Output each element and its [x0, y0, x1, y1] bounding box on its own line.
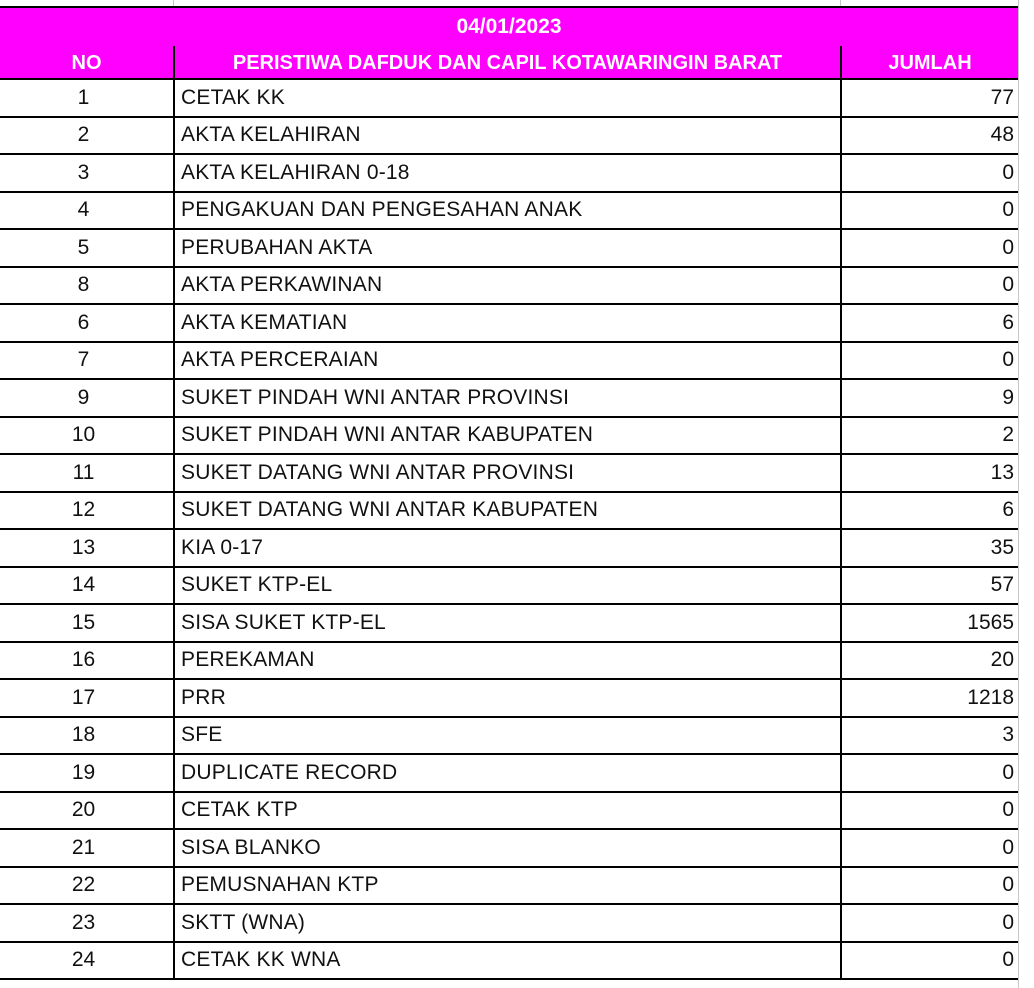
- table-row: [0, 455, 1018, 493]
- total-cell[interactable]: 1565: [840, 605, 1018, 641]
- table-row: [0, 680, 1018, 718]
- event-name-cell[interactable]: SUKET DATANG WNI ANTAR PROVINSI: [173, 455, 840, 491]
- total-cell[interactable]: 9: [840, 380, 1018, 416]
- total-cell[interactable]: 1218: [840, 680, 1018, 716]
- table-row: [0, 605, 1018, 643]
- table-row: [0, 268, 1018, 306]
- total-cell[interactable]: 77: [840, 80, 1018, 116]
- row-number-cell[interactable]: 23: [71, 910, 96, 934]
- table-row: [0, 643, 1018, 681]
- row-number-cell[interactable]: 12: [71, 498, 96, 522]
- row-number-cell[interactable]: 22: [71, 873, 96, 897]
- event-name-cell[interactable]: AKTA KEMATIAN: [173, 305, 840, 341]
- event-name-cell[interactable]: CETAK KTP: [173, 793, 840, 829]
- row-number-cell[interactable]: 8: [77, 273, 90, 297]
- table-row: [0, 80, 1018, 118]
- table-row: [0, 155, 1018, 193]
- row-number-cell[interactable]: 6: [77, 310, 90, 334]
- header-event-cell[interactable]: PERISTIWA DAFDUK DAN CAPIL KOTAWARINGIN BARAT: [173, 46, 840, 80]
- event-name-cell[interactable]: AKTA KELAHIRAN: [173, 118, 840, 154]
- total-cell[interactable]: 0: [840, 943, 1018, 979]
- header-no-cell[interactable]: NO: [71, 51, 102, 74]
- date-cell[interactable]: 04/01/2023: [456, 15, 562, 38]
- table-row: [0, 568, 1018, 606]
- event-name-cell[interactable]: SUKET PINDAH WNI ANTAR PROVINSI: [173, 380, 840, 416]
- row-number-cell[interactable]: 18: [71, 723, 96, 747]
- total-cell[interactable]: 0: [840, 343, 1018, 379]
- event-name-cell[interactable]: SKTT (WNA): [173, 905, 840, 941]
- header-total-cell[interactable]: JUMLAH: [840, 46, 1018, 80]
- total-cell[interactable]: 35: [840, 530, 1018, 566]
- event-name-cell[interactable]: PENGAKUAN DAN PENGESAHAN ANAK: [173, 193, 840, 229]
- total-cell[interactable]: 20: [840, 643, 1018, 679]
- row-number-cell[interactable]: 16: [71, 648, 96, 672]
- event-name-cell[interactable]: DUPLICATE RECORD: [173, 755, 840, 791]
- event-name-cell[interactable]: AKTA KELAHIRAN 0-18: [173, 155, 840, 191]
- table-row: [0, 830, 1018, 868]
- row-number-cell[interactable]: 5: [77, 235, 90, 259]
- table-row: [0, 868, 1018, 906]
- total-cell[interactable]: 0: [840, 755, 1018, 791]
- total-cell[interactable]: 0: [840, 868, 1018, 904]
- row-number-cell[interactable]: 21: [71, 835, 96, 859]
- row-number-cell[interactable]: 24: [71, 948, 96, 972]
- table-row: [0, 230, 1018, 268]
- table-row: [0, 905, 1018, 943]
- table-row: [0, 305, 1018, 343]
- table-body: [0, 80, 1018, 980]
- table-row: [0, 530, 1018, 568]
- table-row: [0, 755, 1018, 793]
- row-number-cell[interactable]: 17: [71, 685, 96, 709]
- row-number-cell[interactable]: 1: [77, 85, 90, 109]
- event-name-cell[interactable]: SISA SUKET KTP-EL: [173, 605, 840, 641]
- event-name-cell[interactable]: PEMUSNAHAN KTP: [173, 868, 840, 904]
- event-name-cell[interactable]: KIA 0-17: [173, 530, 840, 566]
- total-cell[interactable]: 0: [840, 155, 1018, 191]
- row-number-cell[interactable]: 3: [77, 160, 90, 184]
- row-number-cell[interactable]: 15: [71, 610, 96, 634]
- total-cell[interactable]: 0: [840, 793, 1018, 829]
- table-row: [0, 493, 1018, 531]
- total-cell[interactable]: 0: [840, 230, 1018, 266]
- total-cell[interactable]: 0: [840, 193, 1018, 229]
- event-name-cell[interactable]: PRR: [173, 680, 840, 716]
- gridline-strip-bottom: [0, 980, 1018, 988]
- event-name-cell[interactable]: SUKET DATANG WNI ANTAR KABUPATEN: [173, 493, 840, 529]
- total-cell[interactable]: 48: [840, 118, 1018, 154]
- event-name-cell[interactable]: SUKET KTP-EL: [173, 568, 840, 604]
- event-name-cell[interactable]: PERUBAHAN AKTA: [173, 230, 840, 266]
- event-name-cell[interactable]: SUKET PINDAH WNI ANTAR KABUPATEN: [173, 418, 840, 454]
- table-header: [0, 6, 1018, 80]
- row-number-cell[interactable]: 11: [72, 460, 95, 484]
- event-name-cell[interactable]: CETAK KK: [173, 80, 840, 116]
- event-name-cell[interactable]: PEREKAMAN: [173, 643, 840, 679]
- table-row: [0, 943, 1018, 981]
- event-name-cell[interactable]: SISA BLANKO: [173, 830, 840, 866]
- column-header-row: [0, 46, 1018, 80]
- row-number-cell[interactable]: 4: [77, 198, 90, 222]
- total-cell[interactable]: 2: [840, 418, 1018, 454]
- event-name-cell[interactable]: AKTA PERCERAIAN: [173, 343, 840, 379]
- event-name-cell[interactable]: CETAK KK WNA: [173, 943, 840, 979]
- total-cell[interactable]: 0: [840, 830, 1018, 866]
- row-number-cell[interactable]: 2: [77, 123, 90, 147]
- total-cell[interactable]: 6: [840, 305, 1018, 341]
- total-cell[interactable]: 13: [840, 455, 1018, 491]
- empty-column[interactable]: [1018, 0, 1034, 988]
- table-row: [0, 418, 1018, 456]
- total-cell[interactable]: 0: [840, 268, 1018, 304]
- table-row: [0, 118, 1018, 156]
- total-cell[interactable]: 57: [840, 568, 1018, 604]
- event-name-cell[interactable]: AKTA PERKAWINAN: [173, 268, 840, 304]
- row-number-cell[interactable]: 9: [77, 385, 90, 409]
- total-cell[interactable]: 0: [840, 905, 1018, 941]
- table-row: [0, 343, 1018, 381]
- total-cell[interactable]: 6: [840, 493, 1018, 529]
- row-number-cell[interactable]: 13: [71, 535, 96, 559]
- row-number-cell[interactable]: 19: [71, 760, 96, 784]
- event-name-cell[interactable]: SFE: [173, 718, 840, 754]
- row-number-cell[interactable]: 20: [71, 798, 96, 822]
- table-row: [0, 193, 1018, 231]
- table-row: [0, 793, 1018, 831]
- total-cell[interactable]: 3: [840, 718, 1018, 754]
- row-number-cell[interactable]: 14: [71, 573, 96, 597]
- table-row: [0, 380, 1018, 418]
- table-row: [0, 718, 1018, 756]
- row-number-cell[interactable]: 10: [71, 423, 96, 447]
- row-number-cell[interactable]: 7: [77, 348, 90, 372]
